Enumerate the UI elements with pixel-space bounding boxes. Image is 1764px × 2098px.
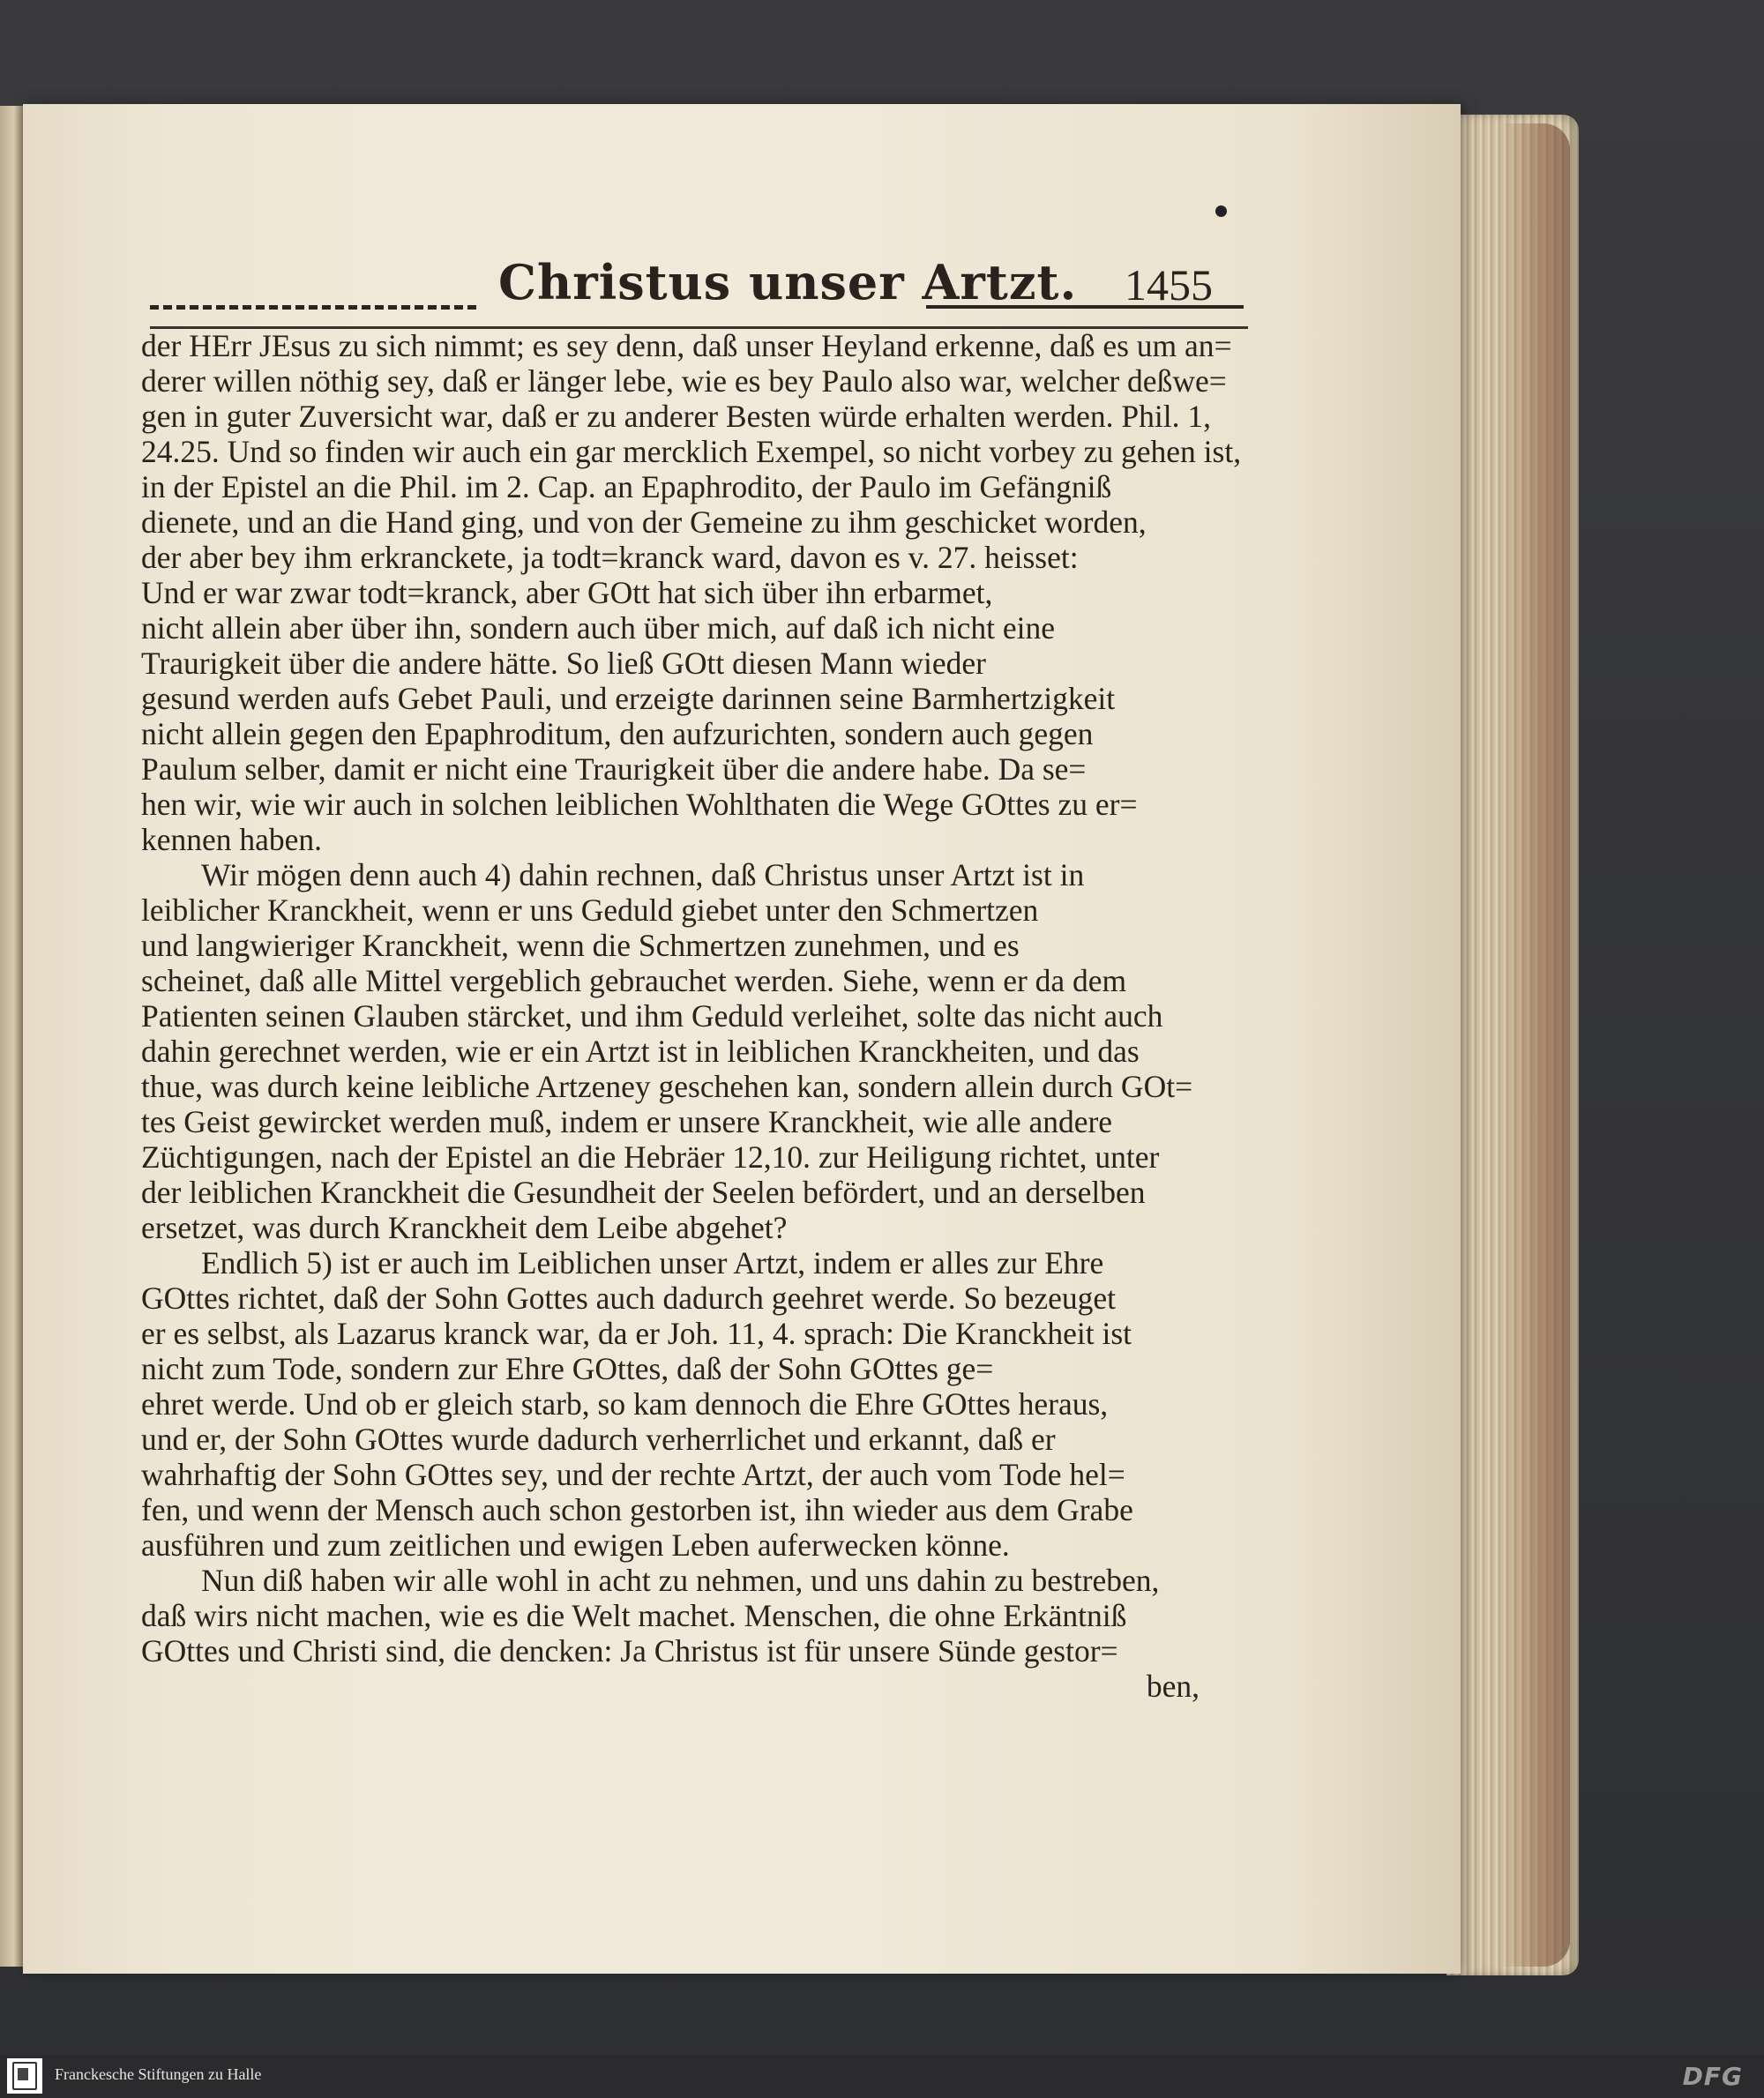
text-line: nicht allein gegen den Epaphroditum, den aufzurichten, sondern auch gegen [141,716,1094,751]
text-line: Züchtigungen, nach der Epistel an die Hebräer 12,10. zur Heiligung richtet, unter [141,1139,1160,1175]
text-line: gesund werden aufs Gebet Pauli, und erzeigte darinnen seine Barmhertzigkeit [141,681,1116,716]
text-line: Wir mögen denn auch 4) dahin rechnen, daß Christus unser Artzt ist in [201,857,1085,892]
text-line: Patienten seinen Glauben stärcket, und ihm Geduld verleihet, solte das nicht auch [141,998,1163,1034]
text-line: Paulum selber, damit er nicht eine Traurigkeit über die andere habe. Da se= [141,751,1087,787]
facing-page-edge [0,106,23,1967]
text-line: der aber bey ihm erkranckete, ja todt=kranck ward, davon es v. 27. heisset: [141,540,1079,575]
text-line: leiblicher Kranckheit, wenn er uns Geduld giebet unter den Schmertzen [141,892,1039,928]
text-line: derer willen nöthig sey, daß er länger lebe, wie es bey Paulo also war, welcher deßwe= [141,363,1227,399]
text-line: hen wir, wie wir auch in solchen leiblichen Wohlthaten die Wege GOttes zu er= [141,787,1138,822]
running-title: Christus unser Artzt. [498,254,1078,310]
text-line: wahrhaftig der Sohn GOttes sey, und der rechte Artzt, der auch vom Tode hel= [141,1457,1125,1492]
text-line: ehret werde. Und ob er gleich starb, so kam dennoch die Ehre GOttes heraus, [141,1386,1109,1422]
text-line: dahin gerechnet werden, wie er ein Artzt ist in leiblichen Kranckheiten, und das [141,1034,1140,1069]
text-line: in der Epistel an die Phil. im 2. Cap. an Epaphrodito, der Paulo im Gefängniß [141,469,1112,504]
text-line: dienete, und an die Hand ging, und von der Gemeine zu ihm geschicket worden, [141,504,1147,540]
text-line: und er, der Sohn GOttes wurde dadurch verherrlichet und erkannt, daß er [141,1422,1056,1457]
text-line: der HErr JEsus zu sich nimmt; es sey denn, daß unser Heyland erkenne, daß es um an= [141,328,1232,363]
text-line: thue, was durch keine leibliche Artzeney geschehen kan, sondern allein durch GOt= [141,1069,1193,1104]
text-line: 24.25. Und so finden wir auch ein gar mercklich Exempel, so nicht vorbey zu gehen ist, [141,434,1242,469]
text-line: nicht allein aber über ihn, sondern auch über mich, auf daß ich nicht eine [141,610,1056,646]
page-header [150,254,1244,325]
institution-logo [7,2058,42,2094]
text-line: und langwieriger Kranckheit, wenn die Schmertzen zunehmen, und es [141,928,1020,963]
text-line: fen, und wenn der Mensch auch schon gestorben ist, ihn wieder aus dem Grabe [141,1492,1133,1527]
text-line: gen in guter Zuversicht war, daß er zu anderer Besten würde erhalten werden. Phil. 1, [141,399,1212,434]
ink-spot [1215,205,1227,217]
page-number: 1455 [1125,260,1213,310]
body-text [141,328,1252,1704]
text-line: GOttes und Christi sind, die dencken: Ja Christus ist für unsere Sünde gestor= [141,1633,1118,1669]
dfg-logo: DFG [1682,2062,1743,2091]
text-line: Nun diß haben wir alle wohl in acht zu nehmen, und uns dahin zu bestreben, [201,1563,1160,1598]
text-line: Endlich 5) ist er auch im Leiblichen unser Artzt, indem er alles zur Ehre [201,1245,1104,1280]
text-line: daß wirs nicht machen, wie es die Welt machet. Menschen, die ohne Erkäntniß [141,1598,1127,1633]
text-line: kennen haben. [141,822,323,857]
text-line: Und er war zwar todt=kranck, aber GOtt hat sich über ihn erbarmet, [141,575,993,610]
catchword: ben, [1146,1669,1200,1704]
viewer-footer [0,2055,1764,2098]
text-line: Traurigkeit über die andere hätte. So ließ GOtt diesen Mann wieder [141,646,986,681]
text-line: der leiblichen Kranckheit die Gesundheit der Seelen befördert, und an derselben [141,1175,1146,1210]
text-line: scheinet, daß alle Mittel vergeblich gebrauchet werden. Siehe, wenn er da dem [141,963,1127,998]
text-line: ausführen und zum zeitlichen und ewigen Leben auferwecken könne. [141,1527,1010,1563]
text-line: er es selbst, als Lazarus kranck war, da er Joh. 11, 4. sprach: Die Kranckheit ist [141,1316,1132,1351]
text-line: nicht zum Tode, sondern zur Ehre GOttes, daß der Sohn GOttes ge= [141,1351,994,1386]
institution-name: Franckesche Stiftungen zu Halle [55,2065,262,2083]
text-line: ersetzet, was durch Kranckheit dem Leibe abgehet? [141,1210,788,1245]
book-binding [1499,123,1570,1967]
text-line: tes Geist gewircket werden muß, indem er unsere Kranckheit, wie alle andere [141,1104,1113,1139]
header-rule-left [150,305,476,310]
text-line: GOttes richtet, daß der Sohn Gottes auch dadurch geehret werde. So bezeuget [141,1280,1117,1316]
